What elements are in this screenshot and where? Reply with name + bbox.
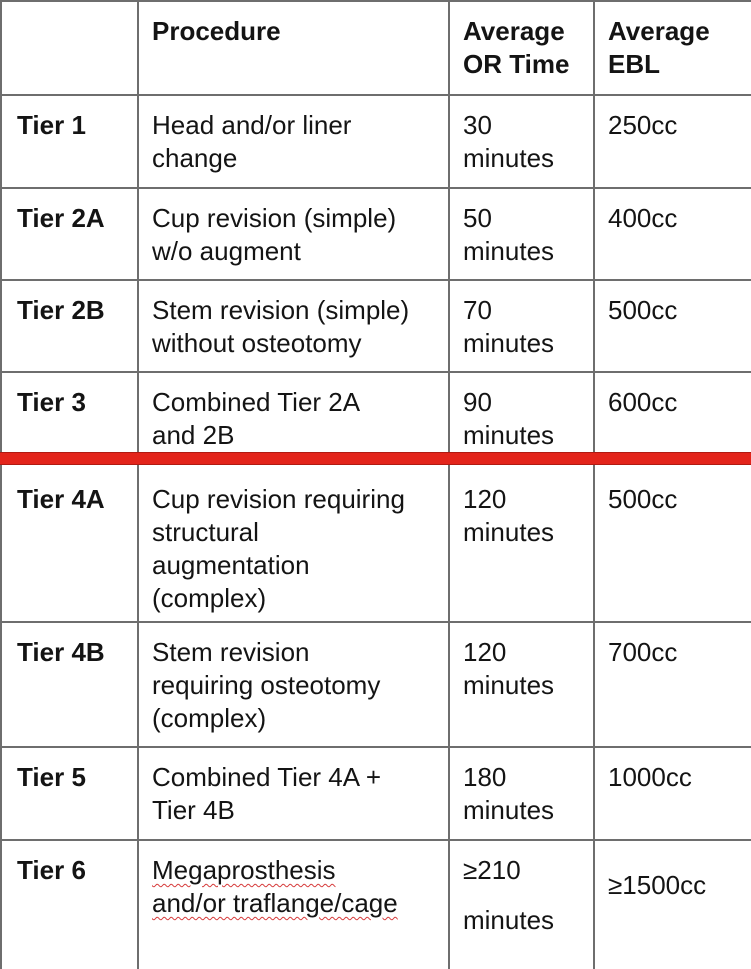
table-row: [1, 280, 751, 372]
procedure-line: Combined Tier 4A +: [152, 762, 382, 792]
table-row: [1, 840, 751, 969]
tier-cell: Tier 2A: [1, 188, 138, 280]
header-or-time-line: OR Time: [463, 49, 570, 79]
or-time-unit: minutes: [463, 905, 555, 935]
procedure-cell: [138, 95, 449, 188]
ebl-cell: 400cc: [594, 188, 751, 280]
procedure-line: and 2B: [152, 420, 235, 450]
or-time-cell: [449, 464, 594, 622]
or-time-cell: [449, 280, 594, 372]
or-time-unit: minutes: [463, 236, 555, 266]
table-row: [1, 622, 751, 747]
procedure-line: change: [152, 143, 238, 173]
procedure-line: requiring osteotomy: [152, 670, 381, 700]
procedure-line: Tier 4B: [152, 795, 235, 825]
procedure-line: Combined Tier 2A: [152, 387, 361, 417]
or-time-value: 50: [463, 203, 492, 233]
or-time-unit: minutes: [463, 328, 555, 358]
or-time-value: 90: [463, 387, 492, 417]
procedure-line: Megaprosthesis: [152, 855, 336, 885]
tier-cell: Tier 4A: [1, 464, 138, 622]
or-time-unit: minutes: [463, 420, 555, 450]
or-time-cell: [449, 747, 594, 840]
procedure-line: augmentation: [152, 550, 310, 580]
procedure-cell: [138, 840, 449, 969]
procedure-line: (complex): [152, 703, 267, 733]
procedure-cell: [138, 280, 449, 372]
procedure-line: structural: [152, 517, 259, 547]
header-ebl: [594, 1, 751, 95]
tier-cell: Tier 4B: [1, 622, 138, 747]
table-row: [1, 747, 751, 840]
procedure-line: Stem revision: [152, 637, 310, 667]
ebl-cell: 600cc: [594, 372, 751, 464]
procedure-line: (complex): [152, 583, 267, 613]
header-row: [1, 1, 751, 95]
or-time-cell: [449, 372, 594, 464]
procedure-line: Cup revision (simple): [152, 203, 397, 233]
procedure-cell: [138, 188, 449, 280]
or-time-cell: [449, 95, 594, 188]
tier-cell: Tier 5: [1, 747, 138, 840]
or-time-value: ≥210: [463, 855, 521, 885]
red-divider-line: [0, 452, 751, 465]
ebl-cell: 500cc: [594, 464, 751, 622]
or-time-value: 120: [463, 484, 507, 514]
header-tier: [1, 1, 138, 95]
tier-cell: Tier 6: [1, 840, 138, 969]
procedure-cell: [138, 622, 449, 747]
procedure-cell: [138, 372, 449, 464]
ebl-cell: 1000cc: [594, 747, 751, 840]
table-row: [1, 95, 751, 188]
table-row: [1, 464, 751, 622]
or-time-value: 70: [463, 295, 492, 325]
procedure-line: w/o augment: [152, 236, 301, 266]
or-time-cell: [449, 622, 594, 747]
ebl-cell: 250cc: [594, 95, 751, 188]
header-or-time-line: Average: [463, 16, 565, 46]
header-or-time: [449, 1, 594, 95]
ebl-cell: 500cc: [594, 280, 751, 372]
or-time-value: 120: [463, 637, 507, 667]
or-time-unit: minutes: [463, 670, 555, 700]
procedure-line: Cup revision requiring: [152, 484, 405, 514]
procedure-line: without osteotomy: [152, 328, 362, 358]
or-time-value: 180: [463, 762, 507, 792]
or-time-cell: [449, 840, 594, 969]
or-time-unit: minutes: [463, 143, 555, 173]
procedure-line: Stem revision (simple): [152, 295, 410, 325]
header-ebl-line: Average: [608, 16, 710, 46]
or-time-cell: [449, 188, 594, 280]
tier-cell: Tier 3: [1, 372, 138, 464]
or-time-value: 30: [463, 110, 492, 140]
procedure-cell: [138, 747, 449, 840]
or-time-unit: minutes: [463, 795, 555, 825]
ebl-cell: 700cc: [594, 622, 751, 747]
header-procedure: Procedure: [138, 1, 449, 95]
table-row: [1, 372, 751, 464]
ebl-cell: ≥1500cc: [594, 840, 751, 969]
tier-cell: Tier 2B: [1, 280, 138, 372]
procedure-cell: [138, 464, 449, 622]
or-time-unit: minutes: [463, 517, 555, 547]
header-ebl-line: EBL: [608, 49, 660, 79]
tier-cell: Tier 1: [1, 95, 138, 188]
procedure-line: and/or traflange/cage: [152, 888, 398, 918]
procedure-line: Head and/or liner: [152, 110, 352, 140]
table-row: [1, 188, 751, 280]
